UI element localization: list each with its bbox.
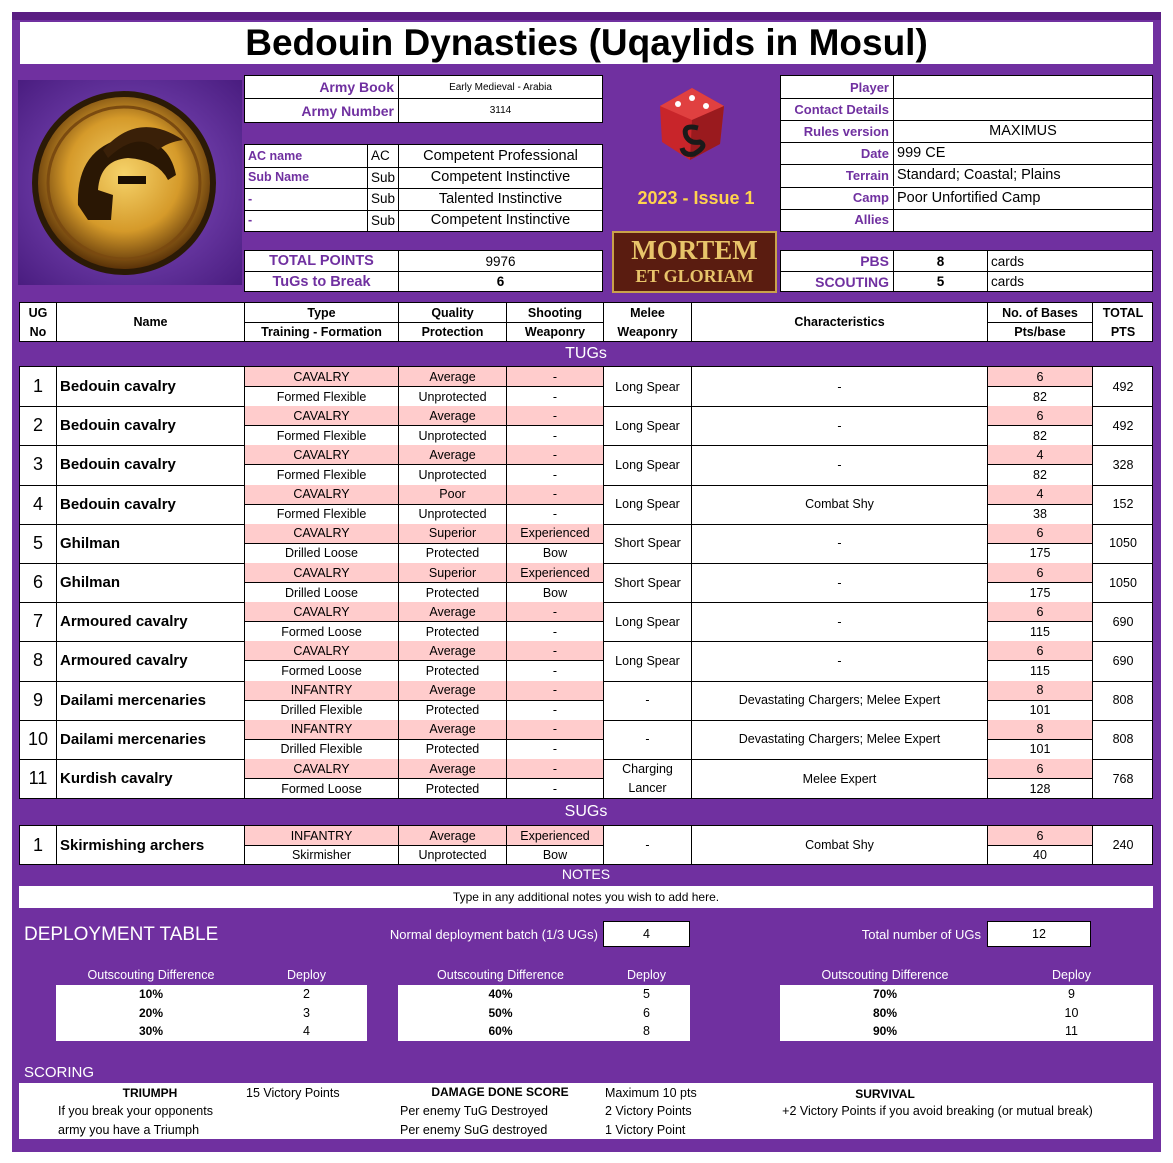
divider	[987, 322, 1092, 323]
header-characteristics: Characteristics	[691, 303, 987, 341]
spartan-helmet-shield-icon	[18, 80, 242, 285]
unit-type[interactable]: INFANTRY	[244, 720, 398, 739]
unit-number: 2	[32, 415, 43, 436]
unit-name[interactable]: Dailami mercenaries	[56, 681, 244, 720]
outscouting-diff-header: Outscouting Difference	[821, 968, 949, 982]
unit-shoot-weapon[interactable]: Bow	[506, 543, 603, 563]
divider	[781, 142, 1152, 143]
unit-number: 3	[32, 454, 43, 475]
unit-formation[interactable]: Formed Flexible	[244, 386, 398, 406]
unit-melee[interactable]: Long Spear	[603, 445, 691, 484]
unit-protection[interactable]: Protected	[398, 543, 506, 563]
unit-name[interactable]: Kurdish cavalry	[56, 759, 244, 798]
unit-bases[interactable]: 6	[987, 367, 1092, 386]
unit-shoot-weapon[interactable]: -	[506, 386, 603, 406]
info-label: Date	[860, 145, 889, 161]
unit-quality[interactable]: Average	[398, 445, 506, 464]
unit-shoot-weapon[interactable]: -	[506, 778, 603, 798]
triumph-label: TRIUMPH	[122, 1085, 178, 1100]
army-number-value[interactable]: 3114	[398, 99, 602, 122]
unit-bases[interactable]: 4	[987, 445, 1092, 464]
unit-formation[interactable]: Formed Loose	[244, 778, 398, 798]
unit-type[interactable]: CAVALRY	[244, 367, 398, 386]
scouting-unit: cards	[987, 272, 1152, 291]
unit-melee[interactable]: Long Spear	[603, 602, 691, 641]
total-ugs-label: Total number of UGs	[861, 926, 981, 942]
unit-pts-base[interactable]: 175	[987, 543, 1092, 563]
info-value[interactable]: MAXIMUS	[893, 120, 1152, 142]
unit-characteristics[interactable]: -	[691, 563, 987, 602]
issue-label: 2023 - Issue 1	[637, 187, 755, 208]
unit-shoot-weapon[interactable]: -	[506, 739, 603, 759]
damage-label: DAMAGE DONE SCORE	[431, 1084, 569, 1099]
unit-pts-base[interactable]: 82	[987, 386, 1092, 406]
unit-protection[interactable]: Protected	[398, 739, 506, 759]
unit-formation[interactable]: Formed Flexible	[244, 425, 398, 445]
header-ug-no-2: No	[29, 324, 47, 339]
unit-characteristics[interactable]: -	[691, 367, 987, 406]
info-value[interactable]: Poor Unfortified Camp	[893, 187, 1152, 209]
outscouting-pct: 70%	[872, 987, 898, 1001]
unit-pts-base[interactable]: 175	[987, 582, 1092, 602]
unit-shoot-weapon[interactable]: -	[506, 425, 603, 445]
tugs-section-label: TUGs	[565, 344, 607, 362]
unit-total: 690	[1092, 602, 1153, 641]
unit-type[interactable]: CAVALRY	[244, 602, 398, 621]
unit-formation[interactable]: Skirmisher	[244, 845, 398, 864]
commander-value[interactable]: Competent Instinctive	[398, 210, 602, 232]
unit-type[interactable]: CAVALRY	[244, 445, 398, 464]
unit-formation[interactable]: Drilled Flexible	[244, 700, 398, 720]
unit-shooting[interactable]: Experienced	[506, 826, 603, 845]
unit-number: 1	[32, 376, 43, 397]
unit-quality[interactable]: Superior	[398, 524, 506, 543]
deployment-batch-label: Normal deployment batch (1/3 UGs)	[389, 926, 598, 942]
unit-melee[interactable]: Long Spear	[603, 641, 691, 680]
unit-formation[interactable]: Drilled Loose	[244, 582, 398, 602]
unit-characteristics[interactable]: Combat Shy	[691, 826, 987, 864]
outscouting-diff-header: Outscouting Difference	[437, 968, 564, 982]
info-value[interactable]	[893, 209, 1152, 231]
info-value[interactable]: 999 CE	[893, 142, 1152, 164]
info-label: Player	[849, 79, 889, 95]
page-title: Bedouin Dynasties (Uqaylids in Mosul)	[20, 22, 1153, 64]
unit-bases[interactable]: 6	[987, 406, 1092, 425]
header-total-2: PTS	[1092, 322, 1153, 341]
pbs-value[interactable]: 8	[893, 251, 987, 271]
header-type-1: Type	[244, 303, 398, 322]
unit-name[interactable]: Armoured cavalry	[56, 641, 244, 680]
info-label: Allies	[854, 212, 889, 228]
unit-bases[interactable]: 6	[987, 759, 1092, 778]
top-stripe	[12, 12, 1161, 20]
unit-name[interactable]: Ghilman	[56, 563, 244, 602]
divider	[781, 98, 1152, 99]
unit-formation[interactable]: Drilled Loose	[244, 543, 398, 563]
unit-quality[interactable]: Average	[398, 641, 506, 660]
deploy-header: Deploy	[1052, 968, 1091, 982]
header-melee-1: Melee	[603, 303, 691, 322]
unit-protection[interactable]: Protected	[398, 582, 506, 602]
unit-characteristics[interactable]: -	[691, 445, 987, 484]
damage-sug-pts: 1 Victory Point	[605, 1122, 686, 1137]
outscouting-pct: 10%	[138, 987, 164, 1001]
unit-shoot-weapon[interactable]: -	[506, 700, 603, 720]
unit-name[interactable]: Dailami mercenaries	[56, 720, 244, 759]
unit-type[interactable]: CAVALRY	[244, 759, 398, 778]
unit-number: 6	[32, 572, 43, 593]
outscouting-deploy: 10	[1064, 1005, 1079, 1020]
scouting-label: SCOUTING	[815, 273, 889, 290]
outscouting-deploy: 9	[1068, 987, 1075, 1001]
unit-protection[interactable]: Protected	[398, 700, 506, 720]
pbs-unit: cards	[987, 251, 1152, 271]
unit-total: 152	[1092, 485, 1153, 524]
unit-protection[interactable]: Unprotected	[398, 464, 506, 484]
unit-pts-base[interactable]: 115	[987, 660, 1092, 680]
header-shoot-2: Weaponry	[506, 322, 603, 341]
outscouting-deploy: 4	[303, 1024, 310, 1039]
unit-melee-line1[interactable]: Charging	[603, 759, 691, 778]
header-bases-1: No. of Bases	[987, 303, 1092, 322]
divider	[244, 322, 398, 323]
unit-name[interactable]: Bedouin cavalry	[56, 445, 244, 484]
unit-bases[interactable]: 6	[987, 641, 1092, 660]
unit-shooting[interactable]: -	[506, 720, 603, 739]
deploy-header: Deploy	[287, 968, 326, 982]
unit-name[interactable]: Armoured cavalry	[56, 602, 244, 641]
divider	[781, 209, 1152, 210]
unit-characteristics[interactable]: Combat Shy	[691, 485, 987, 524]
unit-pts-base[interactable]: 40	[987, 845, 1092, 864]
survival-text: +2 Victory Points if you avoid breaking (or mutual break)	[782, 1103, 1093, 1118]
unit-melee[interactable]: Long Spear	[603, 485, 691, 524]
unit-melee[interactable]: -	[603, 826, 691, 864]
unit-formation[interactable]: Drilled Flexible	[244, 739, 398, 759]
triumph-line2: army you have a Triumph	[58, 1122, 200, 1137]
unit-quality[interactable]: Average	[398, 720, 506, 739]
info-value[interactable]	[893, 98, 1152, 120]
unit-total: 240	[1092, 826, 1153, 864]
info-label: Terrain	[845, 167, 889, 183]
unit-shooting[interactable]: -	[506, 759, 603, 778]
unit-characteristics[interactable]: -	[691, 602, 987, 641]
unit-melee[interactable]: Short Spear	[603, 563, 691, 602]
unit-melee[interactable]: -	[603, 681, 691, 720]
unit-total: 768	[1092, 759, 1153, 798]
unit-total: 328	[1092, 445, 1153, 484]
info-value[interactable]: Standard; Coastal; Plains	[893, 164, 1152, 186]
sugs-section-label: SUGs	[564, 803, 608, 820]
unit-shooting[interactable]: Experienced	[506, 563, 603, 582]
outscouting-pct: 30%	[138, 1024, 164, 1039]
unit-pts-base[interactable]: 128	[987, 778, 1092, 798]
unit-number: 8	[32, 650, 43, 671]
unit-formation[interactable]: Formed Loose	[244, 621, 398, 641]
damage-tug: Per enemy TuG Destroyed	[400, 1103, 548, 1118]
damage-max: Maximum 10 pts	[605, 1085, 697, 1100]
red-d6-dice-icon	[654, 84, 730, 164]
total-ugs-value[interactable]: 12	[987, 921, 1091, 947]
unit-quality[interactable]: Poor	[398, 485, 506, 504]
unit-shooting[interactable]: -	[506, 641, 603, 660]
army-emblem	[18, 80, 242, 285]
outscouting-deploy: 5	[643, 987, 650, 1001]
header-shoot-1: Shooting	[506, 303, 603, 322]
unit-number: 1	[32, 834, 43, 855]
unit-quality[interactable]: Average	[398, 681, 506, 700]
unit-pts-base[interactable]: 101	[987, 739, 1092, 759]
tugs-to-break-label: TuGs to Break	[272, 273, 371, 290]
army-book-value[interactable]: Early Medieval - Arabia	[398, 76, 602, 98]
unit-name[interactable]: Ghilman	[56, 524, 244, 563]
unit-pts-base[interactable]: 38	[987, 504, 1092, 524]
outscouting-diff-header: Outscouting Difference	[87, 968, 215, 982]
header-total-1: TOTAL	[1092, 303, 1153, 322]
outscouting-pct: 40%	[488, 987, 513, 1001]
unit-shooting[interactable]: -	[506, 406, 603, 425]
triumph-line1: If you break your opponents	[58, 1103, 213, 1118]
commander-label: AC name	[248, 148, 303, 163]
unit-shooting[interactable]: -	[506, 445, 603, 464]
deployment-title: DEPLOYMENT TABLE	[24, 924, 219, 945]
unit-type[interactable]: CAVALRY	[244, 524, 398, 543]
unit-number: 11	[28, 768, 48, 789]
unit-melee-line2[interactable]: Lancer	[603, 778, 691, 798]
divider	[781, 187, 1152, 188]
outscouting-pct: 80%	[872, 1005, 898, 1020]
outscouting-pct: 90%	[872, 1024, 898, 1039]
header-bases-2: Pts/base	[987, 322, 1092, 341]
commander-code: AC	[367, 145, 398, 167]
divider	[245, 210, 602, 211]
unit-characteristics[interactable]: Devastating Chargers; Melee Expert	[691, 681, 987, 720]
unit-quality[interactable]: Average	[398, 602, 506, 621]
pbs-label: PBS	[860, 253, 889, 269]
commander-value[interactable]: Talented Instinctive	[398, 188, 602, 210]
damage-sug: Per enemy SuG destroyed	[400, 1122, 548, 1137]
unit-number: 7	[32, 611, 43, 632]
header-name: Name	[56, 303, 244, 341]
unit-formation[interactable]: Formed Flexible	[244, 504, 398, 524]
unit-number: 10	[27, 728, 49, 749]
unit-pts-base[interactable]: 82	[987, 464, 1092, 484]
notes-section-label: NOTES	[561, 866, 611, 882]
unit-shooting[interactable]: -	[506, 367, 603, 386]
unit-protection[interactable]: Unprotected	[398, 425, 506, 445]
divider	[781, 164, 1152, 165]
commander-code: Sub	[367, 167, 398, 189]
unit-protection[interactable]: Unprotected	[398, 845, 506, 864]
header-qual-1: Quality	[398, 303, 506, 322]
commander-label: -	[248, 213, 253, 228]
unit-melee[interactable]: Long Spear	[603, 367, 691, 406]
unit-type[interactable]: CAVALRY	[244, 641, 398, 660]
unit-characteristics[interactable]: Devastating Chargers; Melee Expert	[691, 720, 987, 759]
unit-type[interactable]: CAVALRY	[244, 563, 398, 582]
scouting-value[interactable]: 5	[893, 272, 987, 291]
unit-bases[interactable]: 6	[987, 602, 1092, 621]
outscouting-pct: 50%	[488, 1005, 513, 1020]
unit-bases[interactable]: 6	[987, 826, 1092, 845]
unit-pts-base[interactable]: 82	[987, 425, 1092, 445]
divider	[506, 322, 603, 323]
outscouting-pct: 60%	[488, 1024, 513, 1039]
unit-name[interactable]: Bedouin cavalry	[56, 367, 244, 406]
unit-melee[interactable]: Short Spear	[603, 524, 691, 563]
info-value[interactable]	[893, 76, 1152, 98]
unit-formation[interactable]: Formed Flexible	[244, 464, 398, 484]
unit-shoot-weapon[interactable]: Bow	[506, 845, 603, 864]
unit-shoot-weapon[interactable]: Bow	[506, 582, 603, 602]
unit-quality[interactable]: Superior	[398, 563, 506, 582]
unit-total: 1050	[1092, 563, 1153, 602]
unit-total: 492	[1092, 367, 1153, 406]
info-label: Rules version	[803, 123, 889, 139]
outscouting-deploy: 11	[1065, 1024, 1078, 1039]
unit-name[interactable]: Bedouin cavalry	[56, 485, 244, 524]
unit-shooting[interactable]: -	[506, 681, 603, 700]
info-label: Camp	[852, 190, 889, 206]
unit-shooting[interactable]: -	[506, 485, 603, 504]
unit-total: 492	[1092, 406, 1153, 445]
outscouting-deploy: 6	[643, 1005, 650, 1020]
unit-characteristics[interactable]: -	[691, 524, 987, 563]
header-ug-no-1: UG	[28, 305, 48, 320]
unit-type[interactable]: INFANTRY	[244, 826, 398, 845]
divider	[398, 322, 506, 323]
unit-bases[interactable]: 8	[987, 720, 1092, 739]
commander-code: Sub	[367, 210, 398, 232]
unit-formation[interactable]: Formed Loose	[244, 660, 398, 680]
outscouting-deploy: 3	[303, 1005, 310, 1020]
unit-shooting[interactable]: -	[506, 602, 603, 621]
unit-protection[interactable]: Unprotected	[398, 386, 506, 406]
unit-shoot-weapon[interactable]: -	[506, 660, 603, 680]
unit-melee[interactable]: -	[603, 720, 691, 759]
unit-number: 5	[32, 532, 43, 553]
unit-total: 690	[1092, 641, 1153, 680]
outscouting-deploy: 2	[303, 987, 310, 1001]
unit-shoot-weapon[interactable]: -	[506, 504, 603, 524]
unit-protection[interactable]: Protected	[398, 660, 506, 680]
unit-quality[interactable]: Average	[398, 759, 506, 778]
commander-code: Sub	[367, 188, 398, 210]
unit-name[interactable]: Bedouin cavalry	[56, 406, 244, 445]
unit-protection[interactable]: Protected	[398, 621, 506, 641]
outscouting-deploy: 8	[643, 1024, 650, 1039]
mortem-et-gloriam-logo: MORTEM ET GLORIAM	[612, 231, 777, 293]
unit-characteristics[interactable]: Melee Expert	[691, 759, 987, 798]
unit-pts-base[interactable]: 115	[987, 621, 1092, 641]
unit-type[interactable]: CAVALRY	[244, 406, 398, 425]
commander-value[interactable]: Competent Professional	[398, 145, 602, 167]
unit-bases[interactable]: 6	[987, 524, 1092, 543]
total-points-value[interactable]: 9976	[398, 251, 602, 271]
unit-characteristics[interactable]: -	[691, 641, 987, 680]
unit-shoot-weapon[interactable]: -	[506, 621, 603, 641]
unit-type[interactable]: INFANTRY	[244, 681, 398, 700]
unit-pts-base[interactable]: 101	[987, 700, 1092, 720]
unit-melee[interactable]: Long Spear	[603, 406, 691, 445]
unit-characteristics[interactable]: -	[691, 406, 987, 445]
unit-total: 808	[1092, 681, 1153, 720]
army-number-label: Army Number	[301, 102, 394, 119]
damage-tug-pts: 2 Victory Points	[605, 1103, 692, 1118]
unit-bases[interactable]: 4	[987, 485, 1092, 504]
unit-protection[interactable]: Unprotected	[398, 504, 506, 524]
survival-label: SURVIVAL	[855, 1086, 915, 1101]
unit-bases[interactable]: 6	[987, 563, 1092, 582]
deploy-header: Deploy	[627, 968, 666, 982]
deployment-batch-value[interactable]: 4	[603, 921, 690, 947]
unit-quality[interactable]: Average	[398, 406, 506, 425]
commander-label: Sub Name	[248, 170, 310, 185]
outscouting-pct: 20%	[138, 1005, 164, 1020]
unit-bases[interactable]: 8	[987, 681, 1092, 700]
unit-shooting[interactable]: Experienced	[506, 524, 603, 543]
commander-value[interactable]: Competent Instinctive	[398, 167, 602, 189]
unit-protection[interactable]: Protected	[398, 778, 506, 798]
unit-quality[interactable]: Average	[398, 826, 506, 845]
army-book-label: Army Book	[319, 79, 394, 95]
tugs-to-break-value[interactable]: 6	[398, 272, 602, 291]
triumph-value: 15 Victory Points	[246, 1085, 340, 1100]
divider	[781, 120, 1152, 121]
divider	[245, 167, 602, 168]
notes-field[interactable]: Type in any additional notes you wish to add here.	[19, 886, 1153, 908]
header-melee-2: Weaponry	[603, 322, 691, 341]
header-type-2: Training - Formation	[244, 322, 398, 341]
divider	[245, 188, 602, 189]
total-points-label: TOTAL POINTS	[269, 253, 374, 269]
unit-total: 808	[1092, 720, 1153, 759]
commander-label: -	[248, 191, 253, 206]
header-qual-2: Protection	[398, 322, 506, 341]
scoring-title: SCORING	[24, 1063, 95, 1081]
info-label: Contact Details	[794, 101, 889, 117]
unit-number: 4	[32, 493, 43, 514]
unit-type[interactable]: CAVALRY	[244, 485, 398, 504]
unit-quality[interactable]: Average	[398, 367, 506, 386]
unit-name[interactable]: Skirmishing archers	[56, 826, 244, 864]
unit-shoot-weapon[interactable]: -	[506, 464, 603, 484]
unit-total: 1050	[1092, 524, 1153, 563]
unit-number: 9	[32, 689, 43, 710]
